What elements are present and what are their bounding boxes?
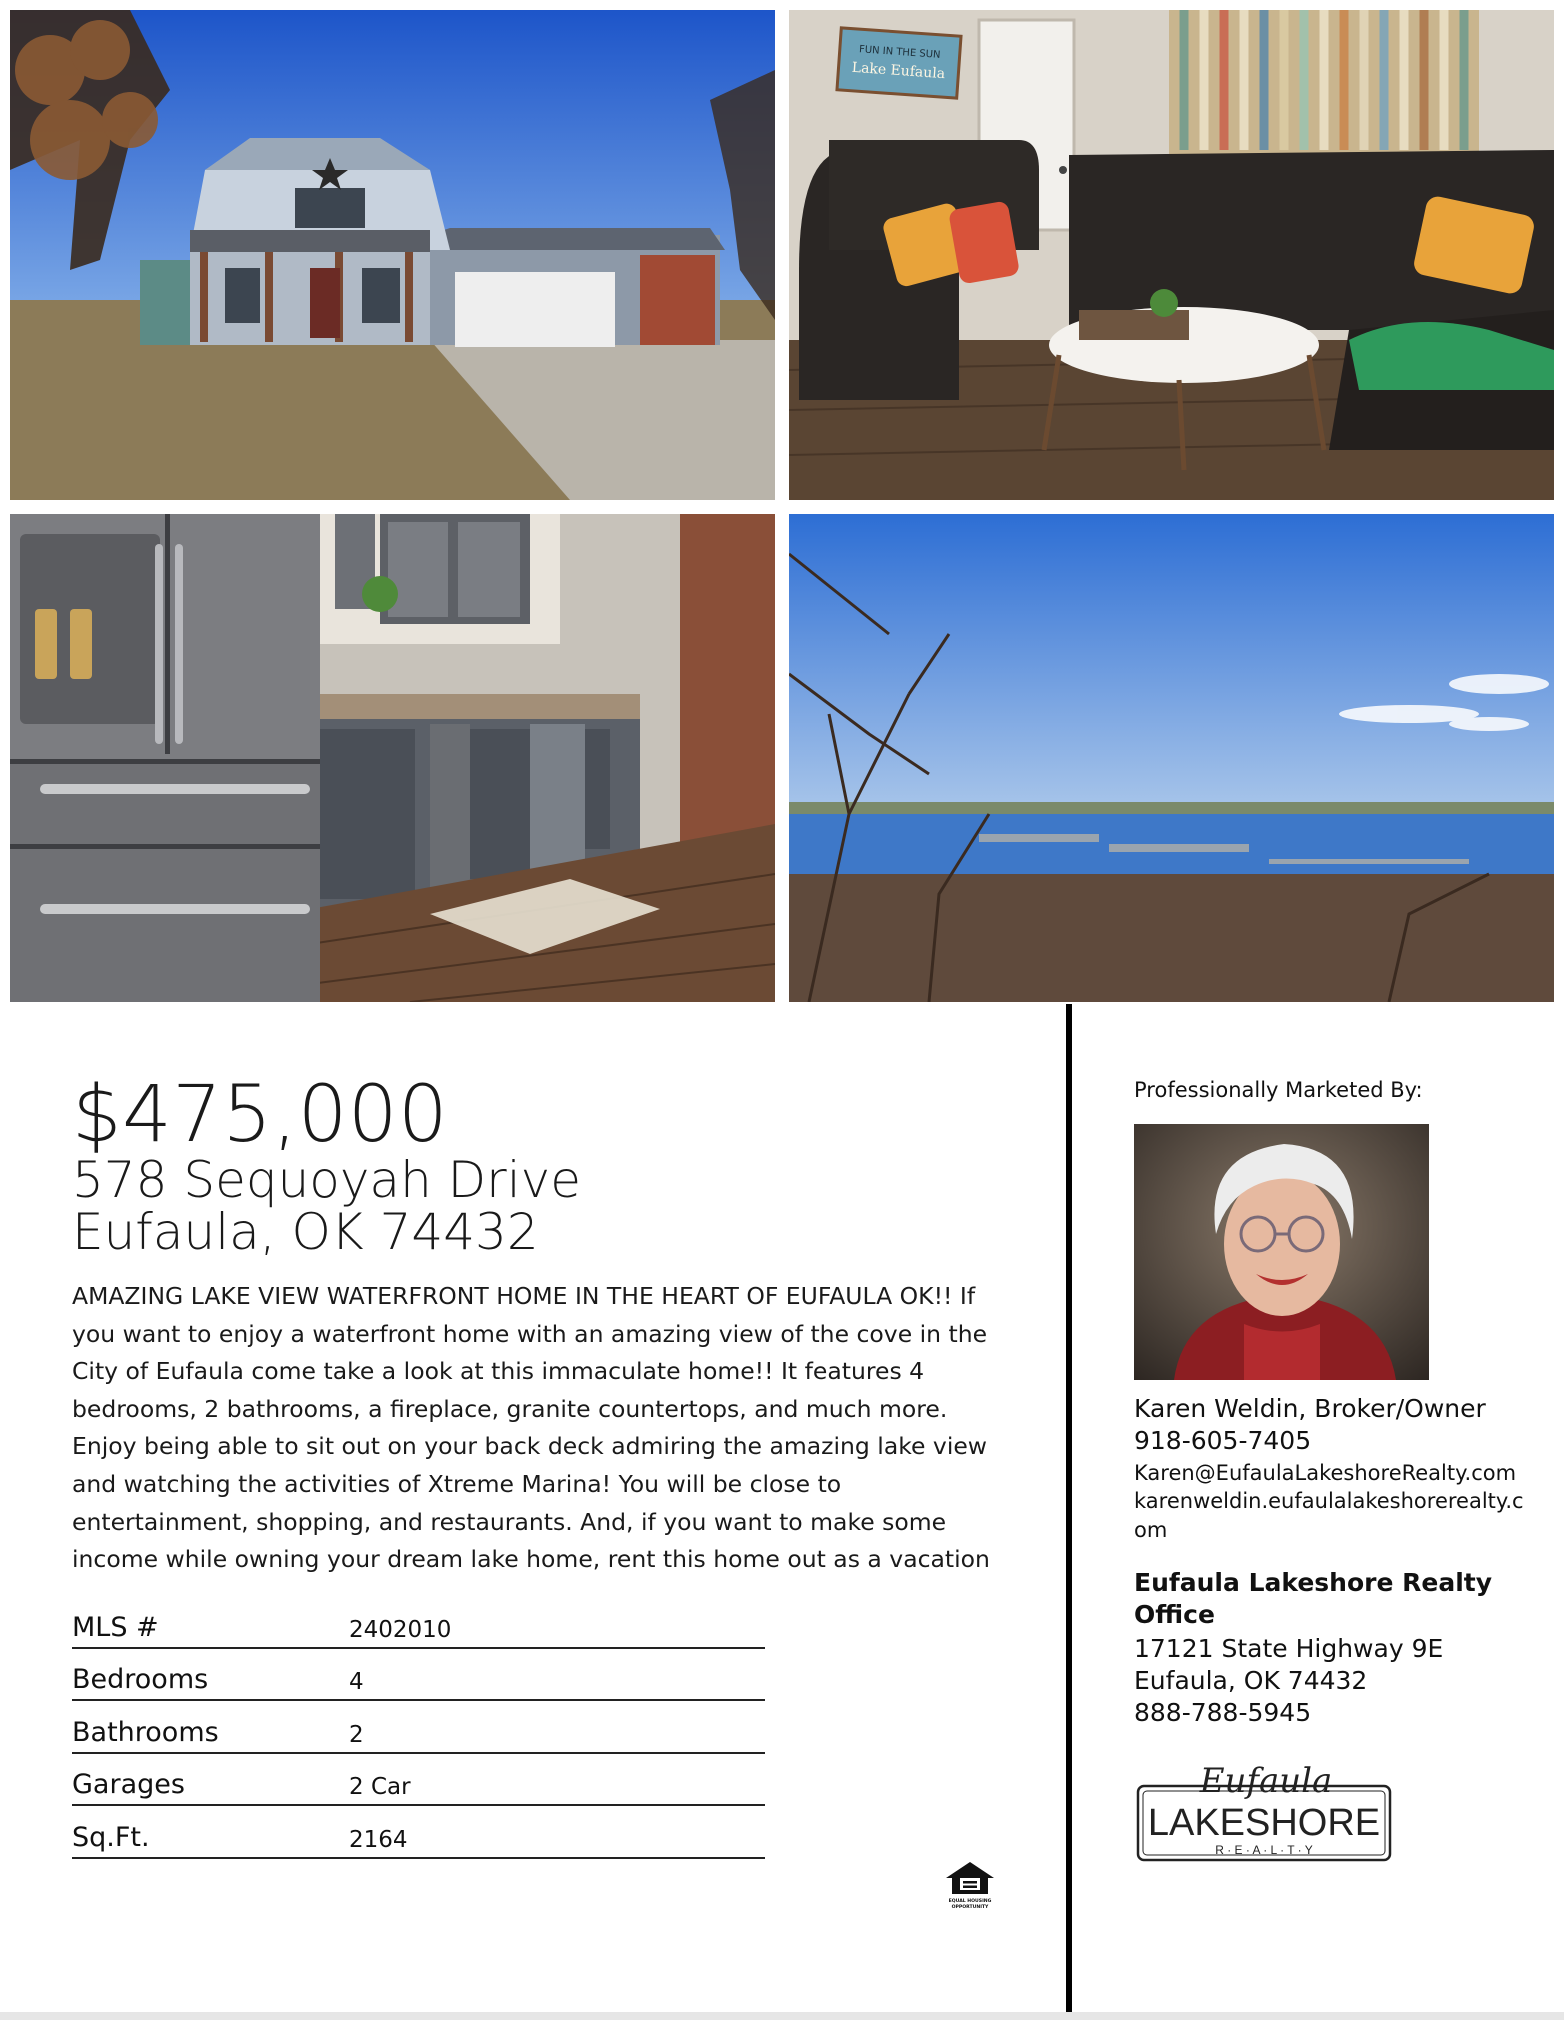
fact-value: 2164 xyxy=(349,1826,408,1853)
fact-value: 4 xyxy=(349,1669,364,1695)
office-phone[interactable]: 888-788-5945 xyxy=(1134,1698,1312,1727)
office-city: Eufaula, OK 74432 xyxy=(1134,1666,1368,1695)
office-name: Eufaula Lakeshore Realty Office xyxy=(1134,1568,1493,1629)
listing-price: $475,000 xyxy=(72,1070,449,1160)
address-city: Eufaula, OK 74432 xyxy=(72,1203,539,1261)
property-facts-table xyxy=(72,1598,765,1861)
agent-email-link[interactable]: Karen@EufaulaLakeshoreRealty.com xyxy=(1134,1461,1517,1485)
svg-text:R · E · A · L · T · Y: R · E · A · L · T · Y xyxy=(1215,1843,1313,1857)
fact-row-mls xyxy=(72,1598,765,1649)
address-street: 578 Sequoyah Drive xyxy=(72,1151,581,1209)
agent-headshot xyxy=(1134,1124,1429,1380)
svg-text:EQUAL HOUSING: EQUAL HOUSING xyxy=(948,1899,992,1904)
living-room-photo xyxy=(789,10,1554,500)
fact-row-sqft xyxy=(72,1808,765,1859)
agent-website-link[interactable]: karenweldin.eufaulalakeshorerealty.com xyxy=(1134,1489,1524,1542)
equal-housing-icon xyxy=(944,1860,996,1910)
column-divider xyxy=(1066,1004,1072,2012)
fact-value: 2 xyxy=(349,1721,364,1748)
lake-eufaula-sign xyxy=(837,28,961,98)
listing-description: AMAZING LAKE VIEW WATERFRONT HOME IN THE HEART OF EUFAULA OK!! If you want to enjoy a waterfront home with an amazing view of the cove in the City of Eufaula come take a look at this immaculate home!! It features 4 bedrooms, 2 bathrooms, a fireplace, granite countertops, and much more. Enjoy being able to sit out on your back deck admiring the amazing lake view and watching the activities of Xtreme Marina! You will be close to entertainment, shopping, and restaurants. And, if you want to make some income while owning your dream lake home, rent this home out as a vacation xyxy=(72,1282,990,1574)
marketed-by-heading: Professionally Marketed By: xyxy=(1134,1078,1423,1102)
office-street: 17121 State Highway 9E xyxy=(1134,1634,1444,1663)
fact-value: 2 Car xyxy=(349,1774,411,1800)
eufaula-lakeshore-realty-logo xyxy=(1134,1756,1394,1866)
svg-text:Eufaula: Eufaula xyxy=(1199,1761,1333,1801)
kitchen-photo xyxy=(10,514,775,1002)
agent-phone[interactable]: 918-605-7405 xyxy=(1134,1426,1312,1455)
fact-value: 2402010 xyxy=(349,1616,452,1643)
fact-label: Bathrooms xyxy=(72,1716,219,1748)
agent-name-title: Karen Weldin, Broker/Owner xyxy=(1134,1394,1486,1423)
fact-label: Garages xyxy=(72,1769,185,1800)
fact-row-bedrooms xyxy=(72,1651,765,1702)
fact-label: Bedrooms xyxy=(72,1664,209,1695)
svg-text:FUN IN THE SUN: FUN IN THE SUN xyxy=(858,44,941,61)
footer-band xyxy=(0,2012,1564,2020)
fact-label: Sq.Ft. xyxy=(72,1821,150,1853)
svg-text:OPPORTUNITY: OPPORTUNITY xyxy=(951,1905,989,1910)
svg-text:Lake Eufaula: Lake Eufaula xyxy=(851,59,946,83)
fact-label: MLS # xyxy=(72,1611,159,1643)
lake-view-photo xyxy=(789,514,1554,1002)
svg-text:LAKESHORE: LAKESHORE xyxy=(1147,1802,1381,1844)
house-exterior-photo xyxy=(10,10,775,500)
fact-row-garages xyxy=(72,1756,765,1807)
fact-row-bathrooms xyxy=(72,1703,765,1754)
